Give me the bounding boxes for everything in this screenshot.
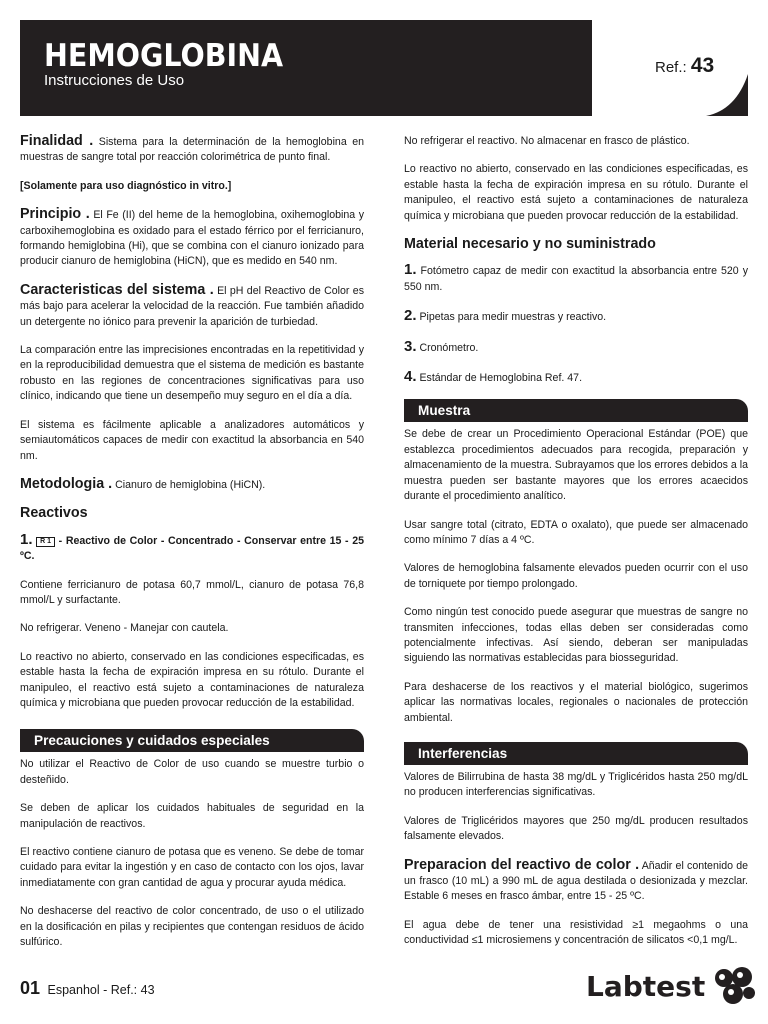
precaucion-4: No deshacerse del reactivo de color concentrado, de uso o el utilizado en la dosificación en pilas y recipientes que contengan residuos de ácido sulfúrico. [20, 905, 364, 949]
document-subtitle: Instrucciones de Uso [44, 72, 185, 89]
footer-label: Espanhol - Ref.: 43 [47, 983, 155, 997]
list-item-text: Cronómetro. [419, 341, 479, 354]
list-item-number: 1. [404, 261, 417, 279]
material-list [404, 262, 748, 386]
finalidad-section [20, 134, 364, 166]
left-column [20, 134, 364, 963]
list-item-text: Estándar de Hemoglobina Ref. 47. [419, 372, 583, 385]
interferencias-text-2: Valores de Triglicéridos mayores que 250 mg/dL producen resultados falsamente elevados. [404, 814, 748, 843]
estabilidad-text: Lo reactivo no abierto, conservado en las condiciones especificadas, es estable hasta la fecha de expiración impresa en su rótulo. Durante el manipuleo, el reactivo está sujeto a contaminaciones de naturaleza química y microbiana que pueden provocar reducción de la estabilidad. [20, 650, 364, 709]
muestra-text-3: Valores de hemoglobina falsamente elevados pueden ocurrir con el uso de torniquete por tiempo prolongado. [404, 562, 748, 590]
preparacion-heading: Preparacion del reactivo de color . [404, 856, 640, 873]
document-title: HEMOGLOBINA [44, 38, 284, 74]
diagnostic-note: [Solamente para uso diagnóstico in vitro.] [20, 179, 232, 192]
interferencias-text-1: Valores de Bilirrubina de hasta 38 mg/dL y Triglicéridos hasta 250 mg/dL no producen interferencias significativas. [404, 770, 748, 799]
precaucion-3: El reactivo contiene cianuro de potasa que es veneno. Se debe de tomar cuidado para evitar la ingestión y en caso de contacto con los ojos, lavar inmediatamente con gran cantidad de agua y procurar ayuda médica. [20, 846, 364, 889]
ref-label: Ref.: [655, 59, 687, 76]
brand-logo [586, 966, 755, 1006]
comparacion-text: La comparación entre las imprecisiones encontradas en la repetitividad y en la reproducibilidad demuestra que el sistema de medición es bastante robusto en las regiones de concentraciones significativas para uso clínico, indicando que tiene un desempeño muy seguro en el día a día. [20, 344, 364, 403]
muestra-text-2: Usar sangre total (citrato, EDTA o oxalato), que puede ser almacenado como mínimo 7 días a 4 ºC. [404, 518, 748, 546]
estabilidad-text-2: Lo reactivo no abierto, conservado en las condiciones especificadas, es estable hasta la fecha de expiración impresa en su rótulo. Durante el manipuleo, el reactivo está sujeto a contaminaciones de naturaleza química y microbiana que pueden provocar reducción de la estabilidad. [404, 163, 748, 222]
reactivo1-number: 1. [20, 530, 33, 548]
list-item-number: 4. [404, 368, 417, 386]
precauciones-heading: Precauciones y cuidados especiales [20, 729, 364, 752]
list-item-number: 2. [404, 307, 417, 325]
metodologia-section [20, 477, 364, 493]
principio-section [20, 207, 364, 270]
muestra-heading: Muestra [404, 399, 748, 422]
corner-curve-icon [706, 74, 748, 116]
finalidad-heading: Finalidad . [20, 133, 94, 149]
list-item [404, 262, 748, 295]
reactivo1-warning: No refrigerar. Veneno - Manejar con cautela. [20, 622, 229, 635]
muestra-text-5: Para deshacerse de los reactivos y el material biológico, sugerimos aplicar las normativas locales, regionales o nacionales de protección ambiental. [404, 680, 748, 724]
list-item-text: Pipetas para medir muestras y reactivo. [419, 311, 607, 324]
principio-text: El Fe (II) del heme de la hemoglobina, oxihemoglobina y carboxihemoglobina es oxidado para el estado férrico por el ferricianuro, formando hemiglobina (Hi), que se combina con el cianuro ionizado para producir cianuro de hemiglobina (HiCN), que es medido en 540 nm. [20, 209, 364, 268]
preparacion-text: Añadir el contenido de un frasco (10 mL) a 990 mL de agua destilada o desionizada y mezclar. Estable 6 meses en frasco ámbar, entre 15 - 25 ºC. [404, 859, 748, 903]
principio-heading: Principio . [20, 206, 90, 223]
caracteristicas-heading: Caracteristicas del sistema . [20, 281, 214, 298]
muestra-text-4: Como ningún test conocido puede asegurar que muestras de sangre no transmiten infecciones, todas ellas deben ser consideradas como potencialmente infectivas. Así siendo, deberan ser manipuladas siguiendo las normativas establecidas para biosseguridad. [404, 606, 748, 665]
caracteristicas-section [20, 283, 364, 330]
muestra-text-1: Se debe de crear un Procedimiento Operacional Estándar (POE) que establezca procedimientos adecuados para recogida, preparación y almacenamiento de la muestra. Subrayamos que los errores debidos a la muestra pueden ser bastante mayores que los errores acaecidos durante el procedimiento analítico. [404, 428, 748, 503]
caracteristicas-text: El pH del Reactivo de Color es más bajo para acelerar la velocidad de la reacción. Fue también añadido un detergente no iónico para prevenir la aparición de turbiedad. [20, 284, 364, 328]
reactivos-heading: Reactivos [20, 505, 88, 522]
preparacion-section [404, 858, 748, 905]
footer-page-info [20, 978, 155, 999]
list-item [404, 339, 748, 356]
metodologia-heading: Metodologia . [20, 475, 113, 492]
interferencias-heading: Interferencias [404, 742, 748, 765]
reactivo1-title: - Reactivo de Color - Concentrado - Conservar entre 15 - 25 ºC. [20, 534, 364, 563]
no-refrigerar-text: No refrigerar el reactivo. No almacenar en frasco de plástico. [404, 135, 690, 147]
agua-text: El agua debe de tener una resistividad ≥1 megaohms o una conductividad ≤1 microsiemens y concentración de silicatos <0,1 mg/L. [404, 918, 748, 947]
precaucion-2: Se deben de aplicar los cuidados habituales de seguridad en la manipulación de reactivos. [20, 802, 364, 830]
ref-number: 43 [690, 54, 715, 77]
reactivo1-composition: Contiene ferricianuro de potasa 60,7 mmol/L, cianuro de potasa 76,8 mmol/L y surfactante. [20, 578, 364, 606]
list-item [404, 369, 748, 386]
page-number: 01 [20, 978, 41, 998]
metodologia-text: Cianuro de hemiglobina (HiCN). [115, 478, 266, 491]
material-heading: Material necesario y no suministrado [404, 236, 656, 253]
brand-name: Labtest [586, 969, 706, 1003]
sistema-text: El sistema es fácilmente aplicable a analizadores automáticos y semiautomáticos capaces de medir con exactitud la absorbancia en 540 nm. [20, 418, 364, 462]
reactivo1-title-line [20, 532, 364, 565]
finalidad-text: Sistema para la determinación de la hemoglobina en muestras de sangre total por reacción colorimétrica de punto final. [20, 136, 364, 164]
list-item [404, 308, 748, 325]
list-item-number: 3. [404, 337, 417, 355]
right-column [404, 134, 748, 962]
precaucion-1: No utilizar el Reactivo de Color de uso cuando se muestre turbio o desteñido. [20, 758, 364, 786]
reactivo1-badge: R 1 [36, 537, 55, 547]
labtest-logo-icon [711, 966, 755, 1006]
list-item-text: Fotómetro capaz de medir con exactitud la absorbancia entre 520 y 550 nm. [404, 265, 748, 293]
